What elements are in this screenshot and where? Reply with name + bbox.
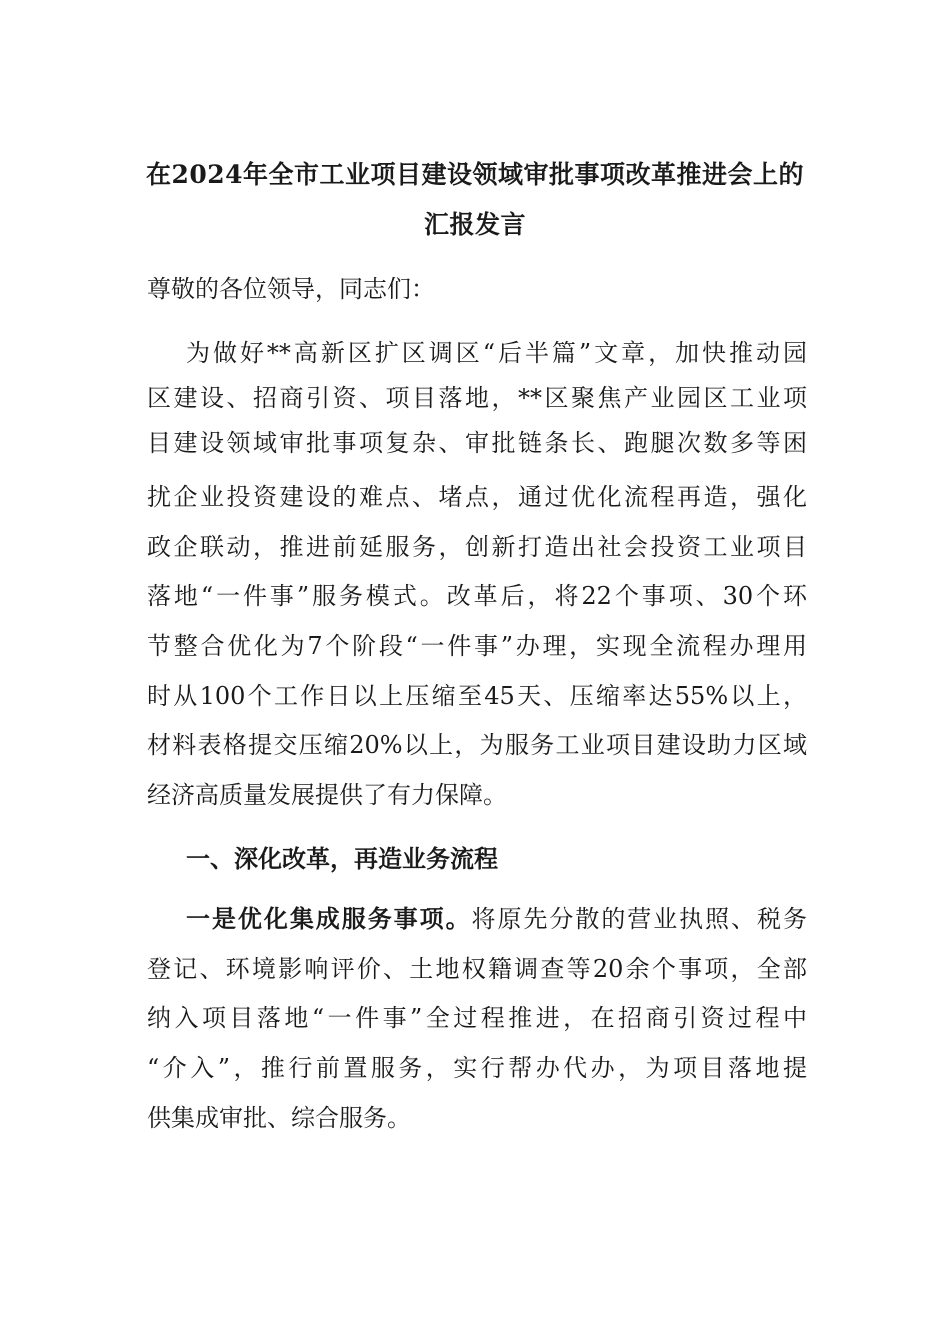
section-heading: 一、深化改革，再造业务流程 xyxy=(186,844,498,873)
salutation: 尊敬的各位领导，同志们： xyxy=(147,275,435,303)
point-paragraph-first-line xyxy=(186,902,807,936)
intro-paragraph-line: 落地“一件事”服务模式。改革后，将22个事项、30个环 xyxy=(147,582,807,610)
intro-paragraph-line: 经济高质量发展提供了有力保障。 xyxy=(147,781,507,809)
intro-paragraph-line: 政企联动，推进前延服务，创新打造出社会投资工业项目 xyxy=(147,533,807,561)
intro-paragraph-line: 节整合优化为7个阶段“一件事”办理，实现全流程办理用 xyxy=(147,632,807,660)
intro-paragraph-line: 材料表格提交压缩20%以上，为服务工业项目建设助力区域 xyxy=(147,731,807,759)
point-lead: 一是优化集成服务事项。 xyxy=(186,904,472,933)
intro-paragraph-line: 时从100个工作日以上压缩至45天、压缩率达55%以上， xyxy=(147,682,807,710)
intro-paragraph-line: 区建设、招商引资、项目落地，**区聚焦产业园区工业项 xyxy=(147,384,807,412)
document-title-line-1: 在2024年全市工业项目建设领域审批事项改革推进会上的 xyxy=(145,160,805,189)
intro-paragraph-line: 为做好**高新区扩区调区“后半篇”文章，加快推动园 xyxy=(186,339,807,367)
intro-paragraph-line: 扰企业投资建设的难点、堵点，通过优化流程再造，强化 xyxy=(147,483,807,511)
point-first-line-rest: 将原先分散的营业执照、税务 xyxy=(471,905,808,933)
document-title-line-2: 汇报发言 xyxy=(423,210,526,239)
intro-paragraph-line: 目建设领域审批事项复杂、审批链条长、跑腿次数多等困 xyxy=(147,429,807,457)
point-paragraph-line: “介入”，推行前置服务，实行帮办代办，为项目落地提 xyxy=(147,1054,807,1082)
point-paragraph-line: 纳入项目落地“一件事”全过程推进，在招商引资过程中 xyxy=(147,1004,807,1032)
point-paragraph-line: 供集成审批、综合服务。 xyxy=(147,1104,411,1132)
point-paragraph-line: 登记、环境影响评价、土地权籍调查等20余个事项，全部 xyxy=(147,955,807,983)
